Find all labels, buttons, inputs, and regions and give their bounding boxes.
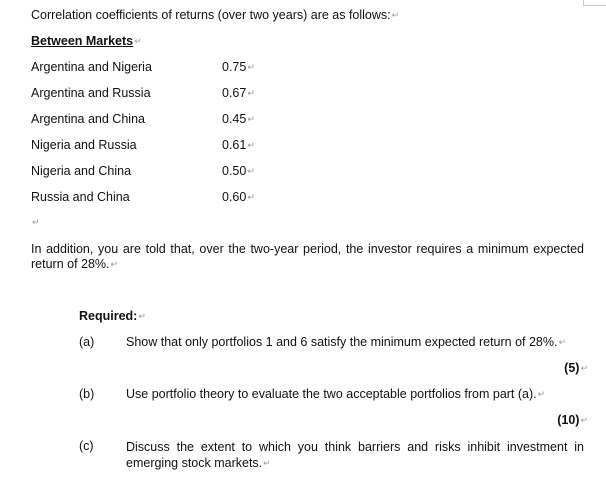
question-text-content: Discuss the extent to which you think barriers and risks inhibit investment in emerging stock markets. [126,440,584,470]
page-corner-decoration [583,0,606,6]
required-label: Required: [79,309,138,323]
paragraph-mark-icon: ↵ [537,389,546,399]
correlation-value-text: 0.67 [222,86,247,100]
correlation-value-text: 0.75 [222,60,247,74]
intro-text: Correlation coefficients of returns (over two years) are as follows: [31,8,391,22]
correlation-value [222,138,255,152]
paragraph-mark-icon: ↵ [391,10,400,20]
correlation-value [222,60,255,74]
intro-line [31,8,399,22]
section-heading-text: Between Markets [31,34,134,48]
paragraph-mark-icon: ↵ [134,36,142,46]
question-marks [564,361,588,375]
correlation-value [222,164,255,178]
correlation-value [222,112,255,126]
marks-text: (5) [564,361,580,375]
paragraph-mark-icon: ↵ [580,415,588,425]
paragraph-mark-icon: ↵ [247,140,255,150]
requirement-paragraph [31,242,584,272]
paragraph-mark-icon: ↵ [247,192,255,202]
paragraph-mark-icon: ↵ [247,62,255,72]
section-heading [31,34,142,48]
correlation-pair: Argentina and Nigeria [31,60,152,74]
correlation-pair: Nigeria and Russia [31,138,137,152]
correlation-pair: Nigeria and China [31,164,132,178]
paragraph-mark-icon: ↵ [138,311,146,321]
question-label: (a) [79,335,95,349]
correlation-pair: Russia and China [31,190,130,204]
paragraph-mark-icon: ↵ [247,114,255,124]
paragraph-mark-icon: ↵ [32,217,40,227]
marks-text: (10) [557,413,580,427]
correlation-pair: Argentina and Russia [31,86,151,100]
question-label: (c) [79,439,94,453]
question-text [126,387,545,401]
paragraph-mark-icon: ↵ [247,166,255,176]
paragraph-mark-icon: ↵ [247,88,255,98]
question-text [126,439,584,471]
paragraph-mark-icon: ↵ [558,337,567,347]
correlation-value-text: 0.61 [222,138,247,152]
paragraph-text: In addition, you are told that, over the two-year period, the investor requires a minimum expected return of 28%. [31,242,584,271]
paragraph-mark-icon: ↵ [110,259,119,269]
required-heading [79,309,146,323]
question-label: (b) [79,387,95,401]
question-text-content: Use portfolio theory to evaluate the two acceptable portfolios from part (a). [126,387,537,401]
correlation-value [222,190,255,204]
question-text-content: Show that only portfolios 1 and 6 satisfy the minimum expected return of 28%. [126,335,558,349]
question-text [126,335,566,349]
paragraph-mark-icon: ↵ [580,363,588,373]
correlation-value-text: 0.50 [222,164,247,178]
correlation-value [222,86,255,100]
empty-paragraph [31,215,40,229]
correlation-value-text: 0.45 [222,112,247,126]
correlation-pair: Argentina and China [31,112,145,126]
question-marks [557,413,588,427]
paragraph-mark-icon: ↵ [263,458,271,468]
correlation-value-text: 0.60 [222,190,247,204]
